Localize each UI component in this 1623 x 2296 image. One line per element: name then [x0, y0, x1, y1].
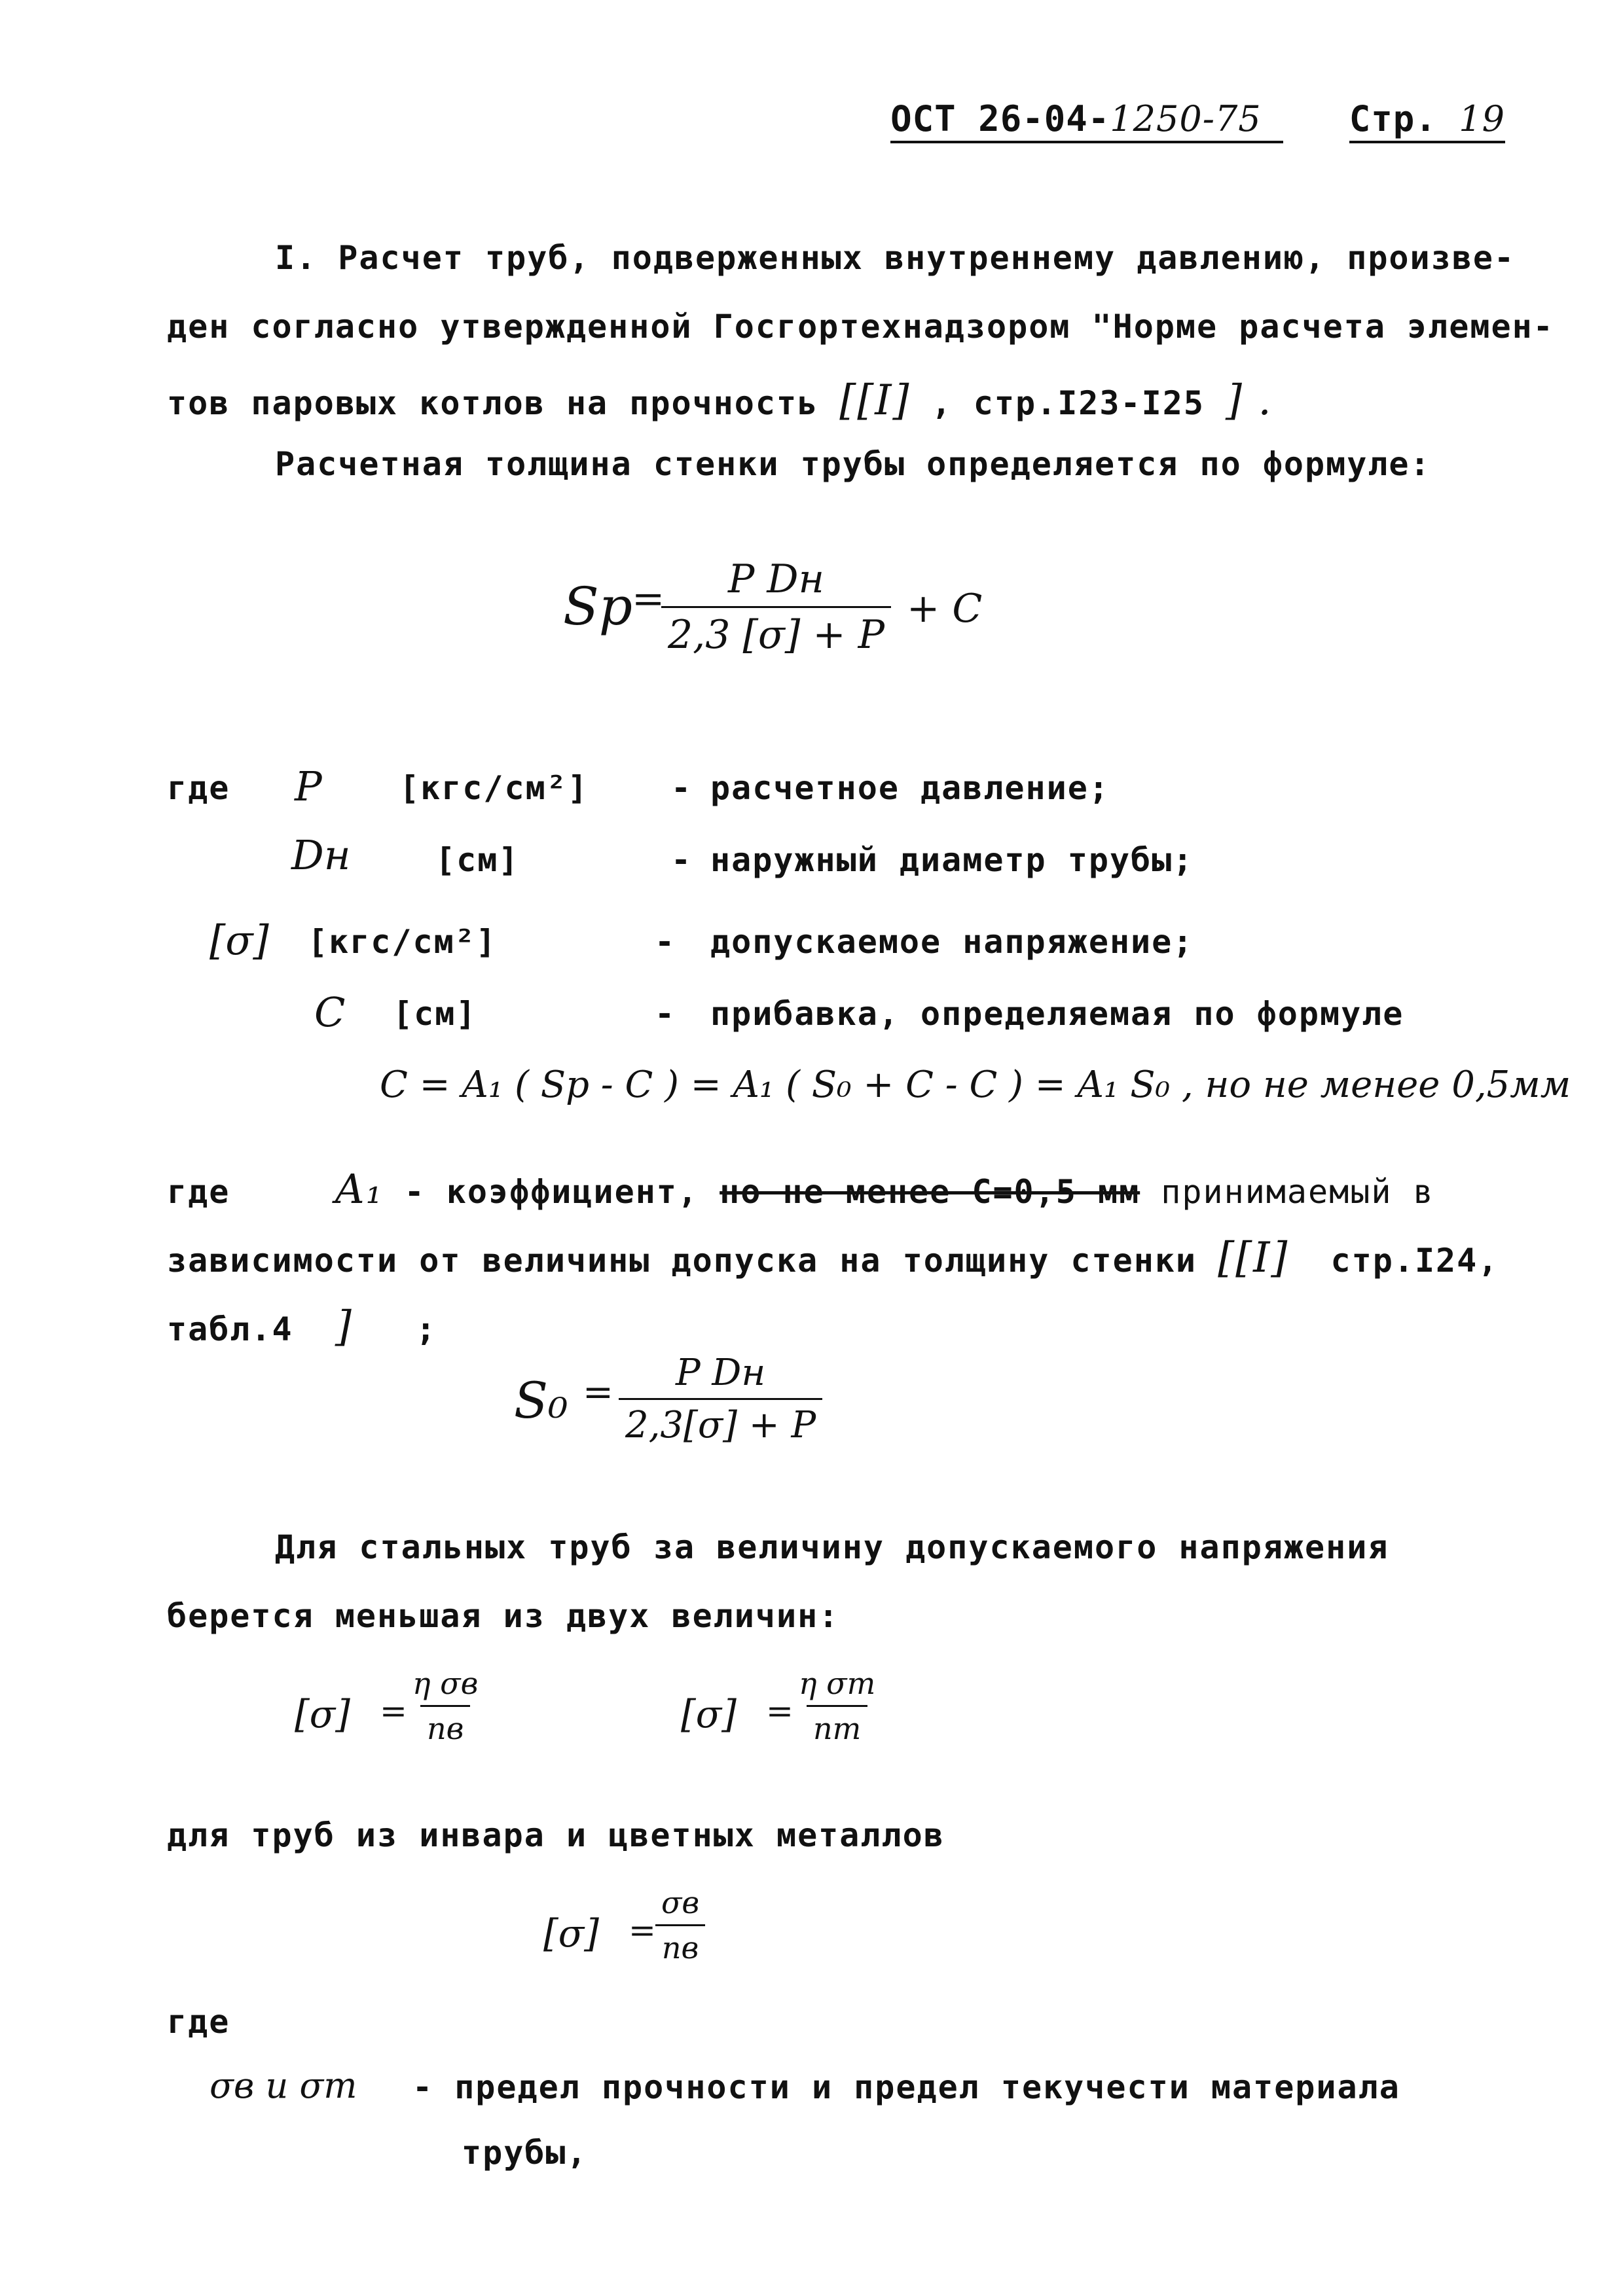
def-sigma-symbol: [σ] — [210, 916, 269, 964]
coef-ref-pages: стр.I24, — [1330, 1242, 1499, 1280]
coef-table: табл.4 — [167, 1310, 293, 1348]
formula-intro: Расчетная толщина стенки трубы определяется по формуле: — [275, 445, 1431, 483]
coef-text-1: - коэффициент, — [404, 1173, 699, 1211]
final-symbols: σв и σт — [210, 2065, 357, 2106]
steel-formula-2-denominator: nт — [807, 1705, 867, 1746]
page-label: Стр. — [1349, 98, 1437, 139]
final-text-2: трубы, — [462, 2134, 588, 2172]
doc-number: 1250-75 — [1110, 98, 1262, 139]
formula1-fraction — [661, 556, 891, 658]
formula1-numerator: P Dн — [727, 556, 825, 602]
invar-formula-fraction — [655, 1885, 706, 1965]
def-c-desc: прибавка, определяемая по формуле — [710, 995, 1404, 1033]
formula-s0-numerator: P Dн — [675, 1352, 766, 1394]
formula-s0-denominator: 2,3[σ] + P — [619, 1398, 822, 1446]
coef-line-1 — [167, 1165, 1434, 1213]
coef-reference: [[I] — [1218, 1234, 1289, 1282]
invar-formula-numerator: σв — [661, 1885, 700, 1920]
formula-s0-lhs: S₀ — [514, 1371, 568, 1429]
intro-close-bracket: ] . — [1226, 376, 1273, 425]
def-dn-symbol: Dн — [291, 831, 351, 879]
final-where: где — [167, 2003, 230, 2041]
def-p-desc: расчетное давление; — [710, 769, 1110, 807]
def-sigma-desc: допускаемое напряжение; — [710, 923, 1194, 961]
coef-close-bracket: ] — [335, 1302, 353, 1351]
def-c-unit: [см] — [393, 995, 477, 1033]
intro-pages: , стр.I23-I25 — [931, 384, 1205, 422]
invar-formula-denominator: nв — [655, 1924, 705, 1965]
steel-formula-1-eq: = — [380, 1692, 407, 1730]
intro-reference: [[I] — [839, 376, 911, 425]
invar-line: для труб из инвара и цветных металлов — [167, 1816, 945, 1854]
def-p-unit: [кгс/см²] — [399, 769, 589, 807]
def-p-symbol: P — [295, 762, 322, 810]
steel-formula-2-fraction — [792, 1666, 882, 1746]
steel-line-1: Для стальных труб за величину допускаемого напряжения — [275, 1528, 1389, 1566]
steel-formula-2-lhs: [σ] — [681, 1692, 737, 1736]
steel-line-2: берется меньшая из двух величин: — [167, 1597, 840, 1635]
intro-line-1: I. Расчет труб, подверженных внутреннему давлению, произве- — [275, 239, 1516, 277]
formula1-denominator: 2,3 [σ] + P — [661, 606, 891, 658]
doc-code: ОСТ 26-04- — [890, 98, 1110, 139]
formula1-tail: + C — [907, 586, 983, 632]
def-sigma-unit: [кгс/см²] — [308, 923, 497, 961]
invar-formula-eq: = — [629, 1911, 656, 1949]
def-c-dash: - — [655, 995, 676, 1033]
coef-semicolon: ; — [416, 1310, 437, 1348]
steel-formula-1-numerator: η σв — [412, 1666, 479, 1701]
def-dn-desc: наружный диаметр трубы; — [710, 841, 1194, 879]
def-dn-dash: - — [671, 841, 693, 879]
formula-s0-fraction — [619, 1352, 822, 1446]
steel-formula-2-eq: = — [766, 1692, 793, 1730]
def-sigma-dash: - — [655, 923, 676, 961]
coef-where: где — [167, 1173, 230, 1211]
page-number: 19 — [1459, 98, 1505, 139]
formula-s0-eq: = — [583, 1371, 613, 1414]
formula1-eq: = — [632, 576, 665, 622]
coef-struck-text: но не менее C=0,5 мм — [720, 1173, 1140, 1211]
def-c-symbol: C — [314, 988, 346, 1036]
formula-c: C = A₁ ( Sр - C ) = A₁ ( S₀ + C - C ) = A₁ S₀ , но не менее 0,5мм — [380, 1064, 1571, 1106]
coef-line-2-text: зависимости от величины допуска на толщину стенки — [167, 1242, 1197, 1280]
steel-formula-1-denominator: nв — [420, 1705, 470, 1746]
final-text: - предел прочности и предел текучести материала — [412, 2068, 1400, 2106]
page-header — [890, 98, 1505, 139]
intro-line-2: ден согласно утвержденной Госгортехнадзором "Норме расчета элемен- — [167, 308, 1554, 346]
coef-symbol: A₁ — [335, 1165, 384, 1213]
coef-text-2: принимаемый в — [1161, 1173, 1434, 1211]
where-label: где — [167, 769, 230, 807]
steel-formula-1-fraction — [406, 1666, 484, 1746]
intro-line-3 — [167, 376, 1273, 425]
coef-line-2 — [167, 1234, 1499, 1282]
coef-line-3 — [167, 1302, 437, 1351]
intro-line-3-text: тов паровых котлов на прочность — [167, 384, 819, 422]
def-dn-unit: [см] — [435, 841, 520, 879]
steel-formula-2-numerator: η σт — [799, 1666, 876, 1701]
def-p-dash: - — [671, 769, 693, 807]
invar-formula-lhs: [σ] — [543, 1911, 599, 1956]
steel-formula-1-lhs: [σ] — [295, 1692, 350, 1736]
formula1-lhs: Sр — [563, 576, 633, 637]
